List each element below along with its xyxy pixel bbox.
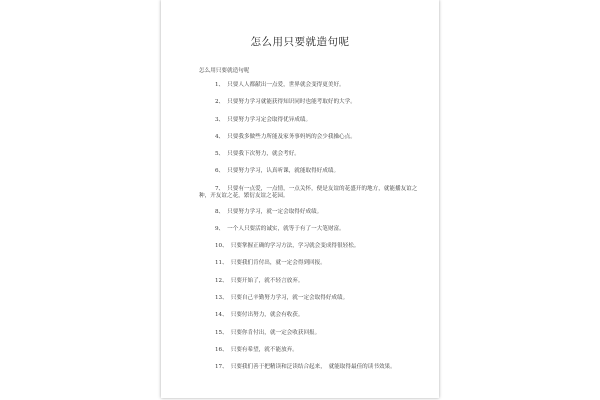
document-page	[161, 0, 439, 398]
list-item	[199, 209, 421, 216]
item-number: 5、	[215, 151, 225, 158]
item-text: 只要我们善于把精读和泛读结合起来， 就能取得最佳的读书效果。	[230, 364, 396, 371]
item-text: 只要你肯付出，就一定会收获回报。	[230, 329, 321, 336]
list-item	[199, 117, 421, 124]
list-item	[199, 312, 421, 319]
list-item	[199, 278, 421, 285]
item-text: 一个人只要活的诚实，就等于有了一大笔财富。	[227, 225, 345, 232]
list-item	[199, 260, 421, 267]
item-number: 16、	[215, 346, 228, 353]
item-text: 只要开始了，就不轻言放弃。	[230, 277, 304, 284]
list-item	[199, 134, 421, 141]
item-text: 只要努力学习，就一定会取得好成绩。	[227, 208, 323, 215]
list-item	[199, 226, 421, 233]
item-number: 3、	[215, 116, 225, 123]
item-text: 只要自己辛勤努力学习，就一定会取得好成绩。	[230, 295, 349, 302]
list-item	[199, 186, 421, 201]
item-number: 6、	[215, 168, 225, 175]
list-item	[199, 168, 421, 175]
item-number: 4、	[215, 133, 225, 140]
list-item	[199, 364, 421, 371]
item-number: 9、	[215, 225, 225, 232]
item-number: 14、	[215, 312, 228, 319]
item-number: 1、	[215, 82, 225, 88]
item-text: 只要我多做些力所能及家务事妈妈的会少我操心点。	[227, 133, 356, 140]
item-text: 只要我下次努力，就会考好。	[227, 151, 300, 158]
item-number: 10、	[215, 243, 228, 250]
document-title: 怎么用只要就造句呢	[250, 36, 350, 48]
list-item	[199, 82, 421, 89]
item-text: 只要掌握正确的学习方法，学习就会变成得很轻松。	[230, 243, 360, 250]
item-text: 只要有一点爱，一点情，一点关怀，便是友谊的花盛开的地方，就能播友谊之种，开友谊之花，繁衍友谊之花园。	[199, 185, 418, 200]
intro-line: 怎么用只要就造句呢	[199, 68, 250, 74]
item-number: 13、	[215, 295, 228, 302]
item-number: 7、	[215, 185, 225, 192]
item-number: 11、	[215, 260, 228, 267]
item-number: 15、	[215, 329, 228, 336]
item-text: 只要努力学习就能获得知识同时也能考取好的大学。	[227, 99, 356, 106]
item-text: 只要有希望，就不能放弃。	[230, 346, 298, 353]
list-item	[199, 347, 421, 354]
list-item	[199, 151, 421, 158]
item-text: 只要努力学习，认真听课，就能取得好成绩。	[227, 168, 340, 175]
list-item	[199, 295, 421, 302]
list-item	[199, 243, 421, 250]
item-text: 只要人人都献出一点爱，世界就会变得更美好。	[227, 82, 345, 88]
item-number: 8、	[215, 208, 225, 215]
item-text: 只要付出努力，就会有收获。	[230, 312, 304, 319]
item-number: 2、	[215, 99, 225, 106]
sentence-list	[199, 82, 421, 382]
item-text: 只要努力学习定会取得优异成绩。	[227, 116, 312, 123]
item-text: 只要我们肯付出，就一定会得到回报。	[230, 260, 326, 267]
list-item	[199, 99, 421, 106]
list-item	[199, 330, 421, 337]
item-number: 17、	[215, 364, 228, 371]
item-number: 12、	[215, 277, 228, 284]
